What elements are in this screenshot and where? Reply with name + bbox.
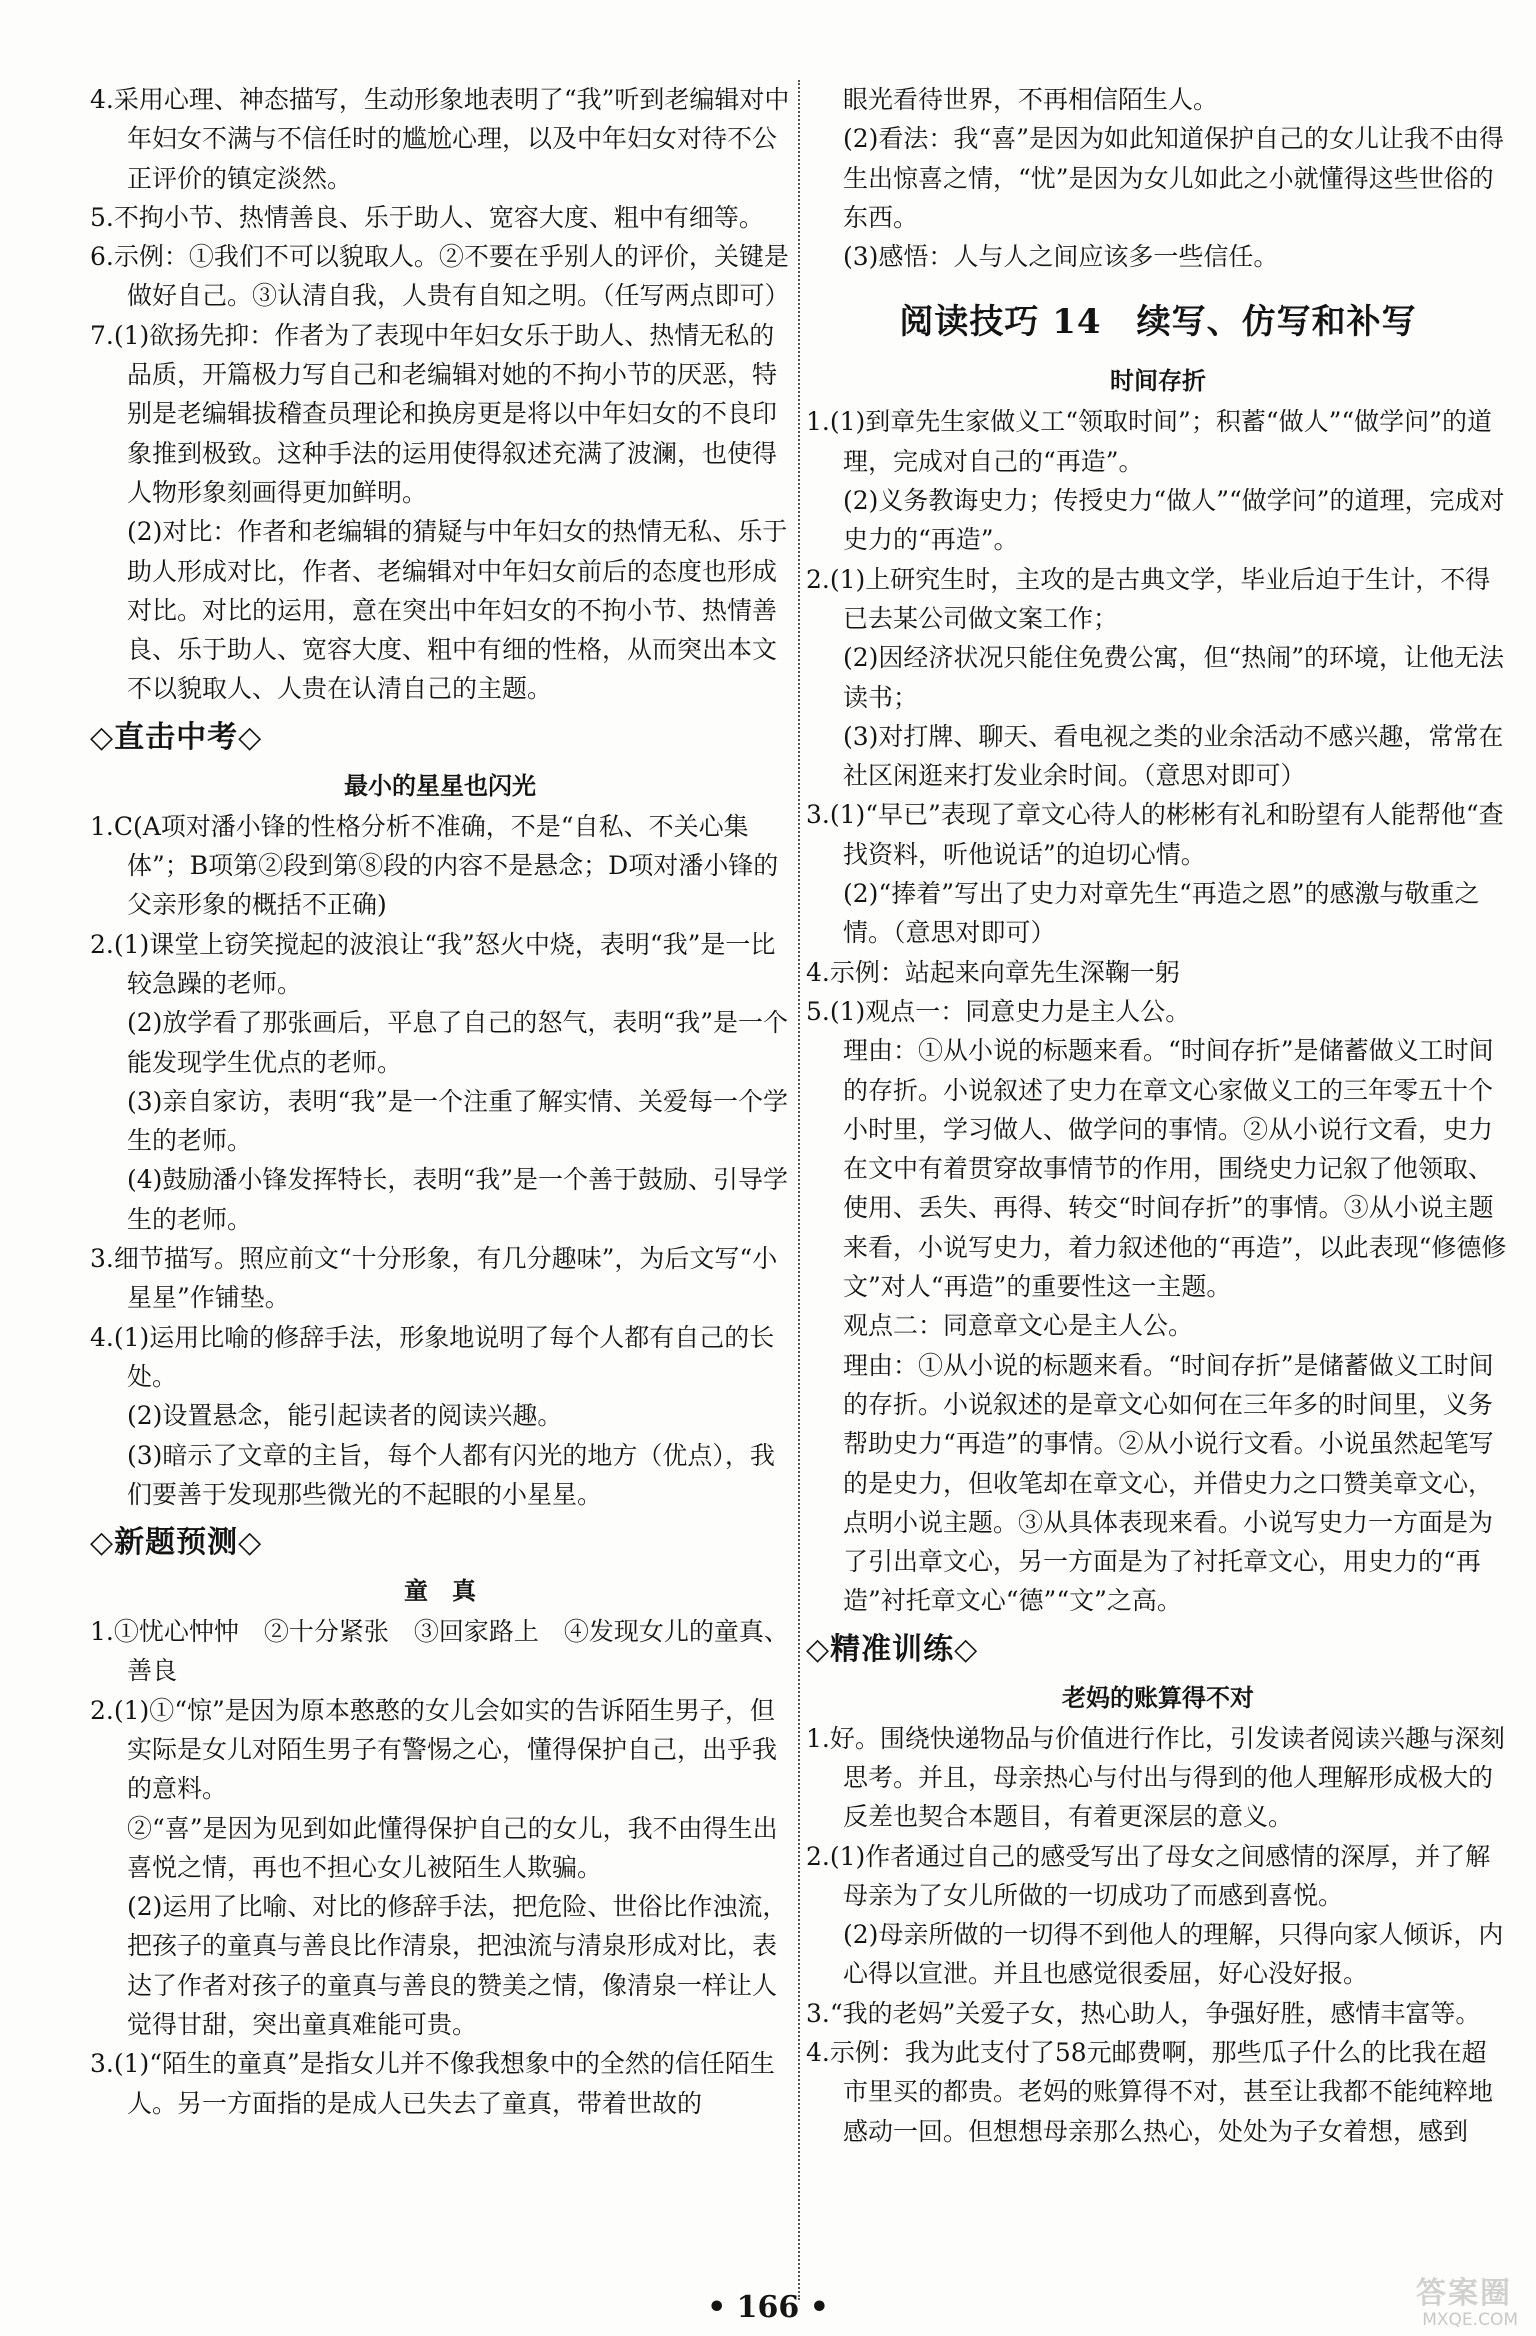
answer-item: 5.不拘小节、热情善良、乐于助人、宽容大度、粗中有细等。 (90, 202, 764, 232)
answer-subitem: (2)“捧着”写出了史力对章先生“再造之恩”的感激与敬重之情。（意思对即可） (843, 879, 1480, 948)
answer-item: 2.(1)作者通过自己的感受写出了母女之间感情的深厚，并了解母亲为了女儿所做的一切成功了而感到喜悦。 (806, 1841, 1491, 1910)
answer-item: 4.(1)运用比喻的修辞手法，形象地说明了每个人都有自己的长处。 (90, 1322, 775, 1391)
answer-item: 5.(1)观点一：同意史力是主人公。 (806, 996, 1191, 1026)
answer-subitem: 观点二：同意章文心是主人公。 (843, 1311, 1194, 1341)
article-title: 最小的星星也闪光 (344, 770, 536, 800)
answer-item: 3.细节描写。照应前文“十分形象，有几分趣味”，为后文写“小星星”作铺垫。 (90, 1244, 778, 1313)
answer-subitem: (2)设置悬念，能引起读者的阅读兴趣。 (127, 1401, 563, 1431)
answer-subitem: (2)因经济状况只能住免费公寓，但“热闹”的环境，让他无法读书； (843, 643, 1504, 712)
answer-item: 2.(1)上研究生时，主攻的是古典文学，毕业后迫于生计，不得已去某公司做文案工作； (806, 564, 1491, 633)
answer-subitem: (2)放学看了那张画后，平息了自己的怒气，表明“我”是一个能发现学生优点的老师。 (127, 1008, 788, 1077)
answer-subitem: (3)亲自家访，表明“我”是一个注重了解实情、关爱每一个学生的老师。 (127, 1086, 788, 1156)
answer-item: 4.采用心理、神态描写，生动形象地表明了“我”听到老编辑对中年妇女不满与不信任时的尴尬心理，以及中年妇女对待不公正评价的镇定淡然。 (90, 85, 790, 193)
answer-item: 1.好。围绕快递物品与价值进行作比，引发读者阅读兴趣与深刻思考。并且，母亲热心与付出与得到的他人理解形成极大的反差也契合本题目，有着更深层的意义。 (806, 1723, 1505, 1832)
article-title: 时间存折 (1110, 366, 1206, 396)
answer-subitem: 眼光看待世界，不再相信陌生人。 (843, 85, 1219, 114)
answer-subitem: (2)运用了比喻、对比的修辞手法，把危险、世俗比作浊流，把孩子的童真与善良比作清泉，把浊流与清泉形成对比，表达了作者对孩子的童真与善良的赞美之情，像清泉一样让人觉得甘甜，突出童真难能可贵。 (127, 1892, 788, 2040)
answer-item: 3.“我的老妈”关爱子女，热心助人，争强好胜，感情丰富等。 (806, 1998, 1481, 2028)
answer-item: 1.①忧心忡忡 ②十分紧张 ③回家路上 ④发现女儿的童真、善良 (90, 1617, 789, 1686)
answer-subitem: 理由：①从小说的标题来看。“时间存折”是储蓄做义工时间的存折。小说叙述的是章文心如何在三年多的时间里，义务帮助史力“再造”的事情。②从小说行文看。小说虽然起笔写的是史力，但收笔却在章文心，并借史力之口赞美章文心，点明小说主题。③从具体表现来看。小说写史力一方面是为了引出章文心，另一方面是为了衬托章文心，用史力的“再造”衬托章文心“德”“文”之高。 (843, 1350, 1494, 1616)
section-heading: ◇精准训练◇ (806, 1631, 979, 1667)
answer-item: 1.(1)到章先生家做义工“领取时间”；积蓄“做人”“做学问”的道理，完成对自己的“再造”。 (806, 407, 1492, 476)
answer-item: 6.示例：①我们不可以貌取人。②不要在乎别人的评价，关键是做好自己。③认清自我，人贵有自知之明。（任写两点即可） (90, 242, 790, 311)
watermark-logo (1392, 2268, 1522, 2332)
answer-subitem: (3)感悟：人与人之间应该多一些信任。 (843, 242, 1279, 272)
answer-item: 1.C(A项对潘小锋的性格分析不准确，不是“自私、不关心集体”；B项第②段到第⑧段的内容不是悬念；D项对潘小锋的父亲形象的概括不正确) (90, 811, 779, 920)
answer-subitem: (2)看法：我“喜”是因为如此知道保护自己的女儿让我不由得生出惊喜之情，“忧”是因为女儿如此之小就懂得这些世俗的东西。 (843, 124, 1504, 232)
section-heading: ◇直击中考◇ (90, 719, 263, 755)
answer-item: 4.示例：站起来向章先生深鞠一躬 (806, 957, 1180, 987)
article-title: 老妈的账算得不对 (1062, 1682, 1254, 1712)
answer-subitem: (2)对比：作者和老编辑的猜疑与中年妇女的热情无私、乐于助人形成对比，作者、老编辑对中年妇女前后的态度也形成对比。对比的运用，意在突出中年妇女的不拘小节、热情善良、乐于助人、宽容大度、粗中有细的性格，从而突出本文不以貌取人、人贵在认清自己的主题。 (127, 517, 788, 704)
answer-subitem: (3)暗示了文章的主旨，每个人都有闪光的地方（优点），我们要善于发现那些微光的不起眼的小星星。 (127, 1440, 775, 1509)
answer-item: 7.(1)欲扬先抑：作者为了表现中年妇女乐于助人、热情无私的品质，开篇极力写自己和老编辑对她的不拘小节的厌恶，特别是老编辑拔稽查员理论和换房更是将以中年妇女的不良印象推到极致。这种手法的运用使得叙述充满了波澜，也使得人物形象刻画得更加鲜明。 (90, 320, 778, 507)
answer-item: 3.(1)“早已”表现了章文心待人的彬彬有礼和盼望有人能帮他“查找资料，听他说话”的迫切心情。 (806, 800, 1504, 869)
right-column (806, 80, 1510, 2151)
answer-item: 2.(1)课堂上窃笑搅起的波浪让“我”怒火中烧，表明“我”是一比较急躁的老师。 (90, 929, 776, 998)
answer-item: 3.(1)“陌生的童真”是指女儿并不像我想象中的全然的信任陌生人。另一方面指的是成人已失去了童真，带着世故的 (90, 2049, 775, 2118)
watermark-url: MXQE.COM (1422, 2310, 1518, 2330)
column-divider (798, 80, 801, 2300)
answer-item: 4.示例：我为此支付了58元邮费啊，那些瓜子什么的比我在超市里买的都贵。老妈的账算得不对，甚至让我都不能纯粹地感动一回。但想想母亲那么热心，处处为子女着想，感到 (806, 2038, 1494, 2146)
answer-subitem: 理由：①从小说的标题来看。“时间存折”是储蓄做义工时间的存折。小说叙述了史力在章文心家做义工的三年零五十个小时里，学习做人、做学问的事情。②从小说行文看，史力在文中有着贯穿故事情节的作用，围绕史力记叙了他领取、使用、丢失、再得、转交“时间存折”的事情。③从小说主题来看，小说写史力，着力叙述他的“再造”，以此表现“修德修文”对人“再造”的重要性这一主题。 (843, 1036, 1507, 1302)
article-title: 童 真 (404, 1576, 476, 1606)
answer-subitem: (4)鼓励潘小锋发挥特长，表明“我”是一个善于鼓励、引导学生的老师。 (127, 1165, 788, 1234)
answer-item: 2.(1)①“惊”是因为原本憨憨的女儿会如实的告诉陌生男子，但实际是女儿对陌生男子有警惕之心，懂得保护自己，出乎我的意料。 (90, 1695, 778, 1804)
section-heading: ◇新题预测◇ (90, 1525, 263, 1561)
answer-subitem: ②“喜”是因为见到如此懂得保护自己的女儿，我不由得生出喜悦之情，再也不担心女儿被陌生人欺骗。 (127, 1813, 778, 1882)
answer-subitem: (2)母亲所做的一切得不到他人的理解，只得向家人倾诉，内心得以宣泄。并且也感觉很委屈，好心没好报。 (843, 1920, 1504, 1989)
answer-subitem: (2)义务教诲史力；传授史力“做人”“做学问”的道理，完成对史力的“再造”。 (843, 486, 1505, 555)
chapter-title: 阅读技巧 14 续写、仿写和补写 (899, 302, 1417, 343)
watermark-logo-text: 答案圈 (1416, 2276, 1512, 2311)
left-column (90, 80, 790, 2123)
answer-subitem: (3)对打牌、聊天、看电视之类的业余活动不感兴趣，常常在社区闲逛来打发业余时间。（意思对即可） (843, 721, 1504, 791)
page-number: • 166 • (707, 2290, 829, 2325)
